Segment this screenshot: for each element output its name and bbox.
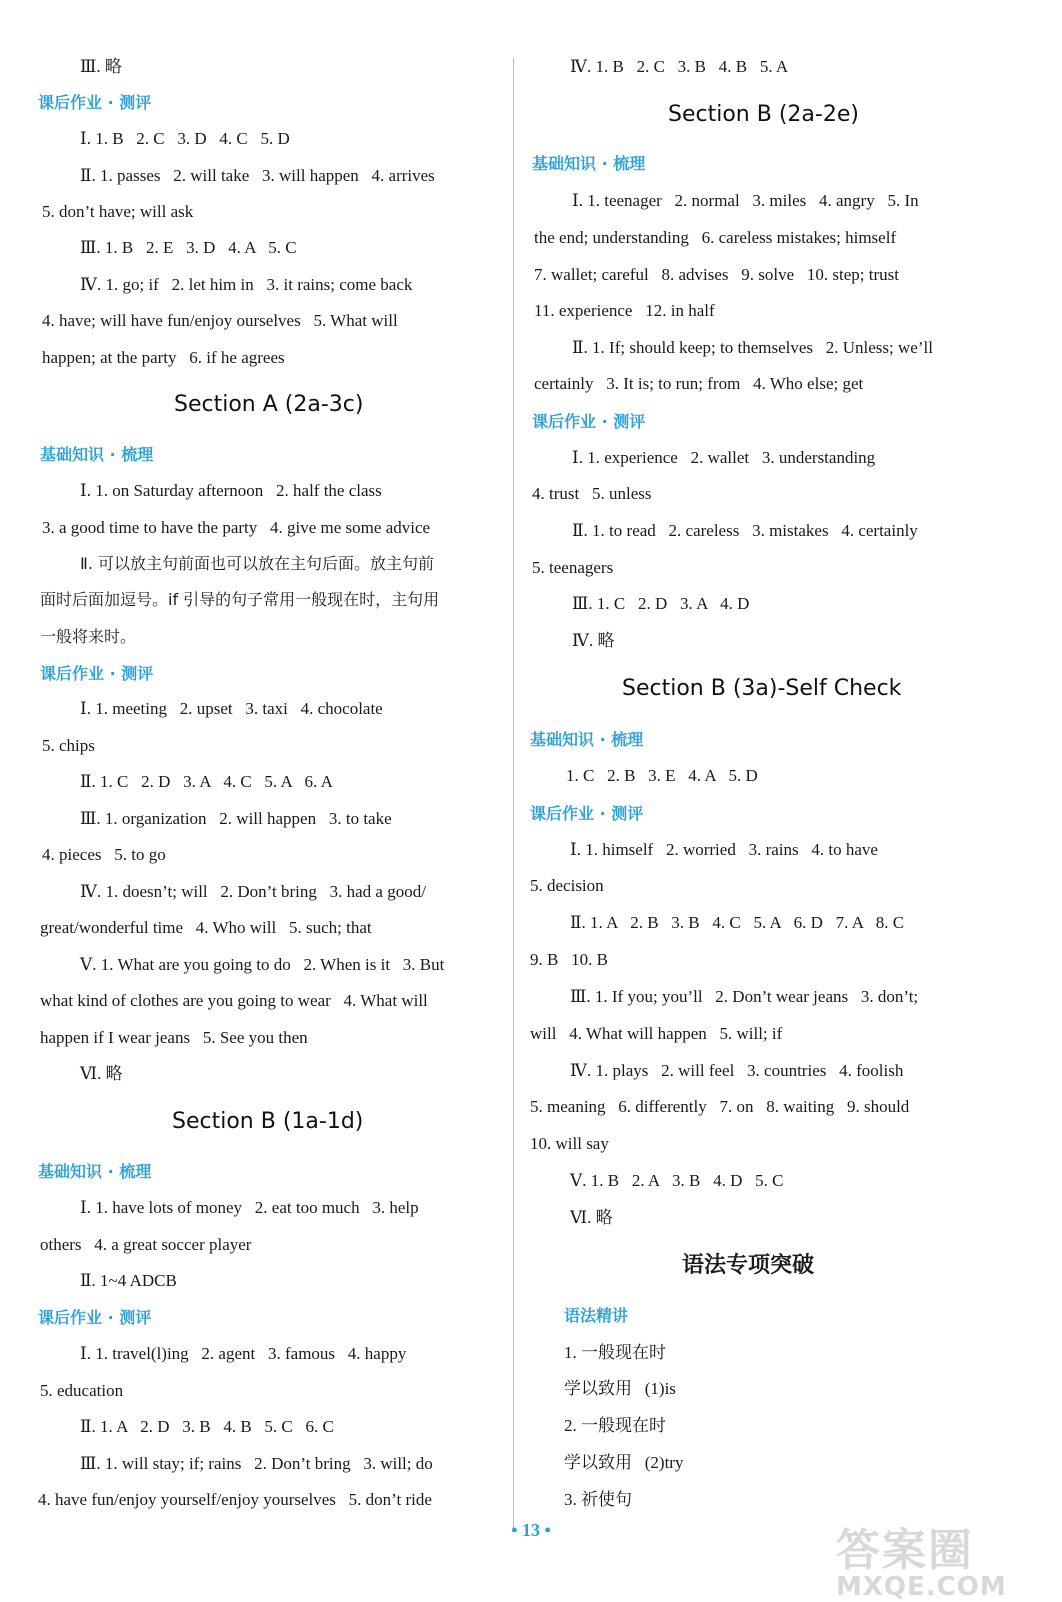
- answer-line: Ⅳ. 1. doesn’t; will 2. Don’t bring 3. had a good/: [80, 882, 426, 901]
- page-number: • 13 •: [511, 1520, 551, 1540]
- answer-line: Ⅳ. 1. B 2. C 3. B 4. B 5. A: [570, 57, 789, 76]
- answer-line: Ⅲ. 1. C 2. D 3. A 4. D: [572, 594, 750, 613]
- answer-line: Ⅲ. 1. will stay; if; rains 2. Don’t bring 3. will; do: [80, 1454, 433, 1473]
- answer-line: 5. teenagers: [532, 558, 614, 577]
- answer-line: Ⅰ. 1. meeting 2. upset 3. taxi 4. chocolate: [80, 699, 383, 718]
- answer-line: 11. experience 12. in half: [534, 301, 715, 320]
- answer-line: 学以致用 (1)is: [564, 1379, 676, 1398]
- answer-line: 4. pieces 5. to go: [42, 845, 166, 864]
- category-heading: 课后作业 · 测评: [38, 1308, 152, 1327]
- category-heading: 语法精讲: [564, 1306, 629, 1325]
- answer-line: 10. will say: [530, 1134, 609, 1153]
- answer-line: Ⅳ. 1. go; if 2. let him in 3. it rains; come back: [80, 275, 413, 294]
- answer-line: Ⅲ. 1. organization 2. will happen 3. to take: [80, 809, 392, 828]
- answer-line: Ⅲ. 略: [80, 57, 122, 76]
- column-divider: [513, 58, 514, 1528]
- answer-line: 5. don’t have; will ask: [42, 202, 194, 221]
- category-heading: 课后作业 · 测评: [532, 412, 646, 431]
- category-heading: 基础知识 · 梳理: [38, 1162, 152, 1181]
- answer-line: 7. wallet; careful 8. advises 9. solve 10. step; trust: [534, 265, 899, 284]
- answer-line: 一般将来时。: [40, 627, 137, 646]
- answer-line: Ⅰ. 1. experience 2. wallet 3. understanding: [572, 448, 876, 467]
- page-number-text: 13: [522, 1520, 540, 1540]
- answer-line: 面时后面加逗号。if 引导的句子常用一般现在时，主句用: [40, 590, 440, 609]
- category-heading: 基础知识 · 梳理: [532, 154, 646, 173]
- watermark-main: 答案圈: [836, 1525, 974, 1576]
- answer-line: Ⅰ. 1. himself 2. worried 3. rains 4. to have: [570, 840, 878, 859]
- answer-line: Ⅱ. 可以放主句前面也可以放在主句后面。放主句前: [80, 554, 435, 573]
- answer-line: 1. 一般现在时: [564, 1343, 666, 1362]
- answer-line: 9. B 10. B: [530, 950, 608, 969]
- answer-line: Ⅳ. 略: [572, 631, 615, 650]
- answer-line: Ⅴ. 1. What are you going to do 2. When is it 3. But: [80, 955, 445, 974]
- answer-line: great/wonderful time 4. Who will 5. such; that: [40, 918, 372, 937]
- answer-line: will 4. What will happen 5. will; if: [530, 1024, 783, 1043]
- answer-line: Ⅲ. 1. B 2. E 3. D 4. A 5. C: [80, 238, 297, 257]
- answer-line: Ⅳ. 1. plays 2. will feel 3. countries 4. foolish: [570, 1061, 904, 1080]
- answer-line: 5. education: [40, 1381, 124, 1400]
- answer-line: Ⅱ. 1. A 2. D 3. B 4. B 5. C 6. C: [80, 1417, 334, 1436]
- section-title: Section B (3a)-Self Check: [622, 676, 902, 701]
- section-title: Section B (2a-2e): [668, 102, 859, 127]
- answer-line: 4. have; will have fun/enjoy ourselves 5. What will: [42, 311, 398, 330]
- answer-line: Ⅱ. 1~4 ADCB: [80, 1271, 177, 1290]
- category-heading: 课后作业 · 测评: [38, 93, 152, 112]
- answer-line: Ⅰ. 1. on Saturday afternoon 2. half the class: [80, 481, 382, 500]
- answer-line: 4. trust 5. unless: [532, 484, 652, 503]
- answer-line: Ⅱ. 1. to read 2. careless 3. mistakes 4. certainly: [572, 521, 918, 540]
- answer-line: the end; understanding 6. careless mistakes; himself: [534, 228, 897, 247]
- category-heading: 课后作业 · 测评: [40, 664, 154, 683]
- answer-line: Ⅵ. 略: [80, 1064, 123, 1083]
- answer-line: 5. meaning 6. differently 7. on 8. waiting 9. should: [530, 1097, 910, 1116]
- answer-line: Ⅰ. 1. teenager 2. normal 3. miles 4. angry 5. In: [572, 191, 919, 210]
- section-title: 语法专项突破: [682, 1253, 815, 1278]
- answer-line: Ⅲ. 1. If you; you’ll 2. Don’t wear jeans 3. don’t;: [570, 987, 919, 1006]
- category-heading: 基础知识 · 梳理: [530, 730, 644, 749]
- category-heading: 基础知识 · 梳理: [40, 445, 154, 464]
- watermark-sub: MXQE.COM: [836, 1572, 1007, 1602]
- answer-line: Ⅱ. 1. A 2. B 3. B 4. C 5. A 6. D 7. A 8. C: [570, 913, 905, 932]
- category-heading: 课后作业 · 测评: [530, 804, 644, 823]
- answer-line: Ⅰ. 1. have lots of money 2. eat too much 3. help: [80, 1198, 419, 1217]
- answer-line: 5. decision: [530, 876, 604, 895]
- answer-line: Ⅱ. 1. passes 2. will take 3. will happen 4. arrives: [80, 166, 435, 185]
- answer-line: what kind of clothes are you going to wear 4. What will: [40, 991, 428, 1010]
- answer-line: 5. chips: [42, 736, 95, 755]
- answer-line: Ⅱ. 1. C 2. D 3. A 4. C 5. A 6. A: [80, 772, 333, 791]
- answer-line: 1. C 2. B 3. E 4. A 5. D: [566, 766, 758, 785]
- answer-line: Ⅴ. 1. B 2. A 3. B 4. D 5. C: [570, 1171, 784, 1190]
- answer-line: Ⅵ. 略: [570, 1208, 613, 1227]
- answer-line: Ⅰ. 1. travel(l)ing 2. agent 3. famous 4. happy: [80, 1344, 407, 1363]
- watermark-logo: [836, 1514, 1036, 1602]
- answer-line: certainly 3. It is; to run; from 4. Who else; get: [534, 374, 864, 393]
- answer-line: happen if I wear jeans 5. See you then: [40, 1028, 308, 1047]
- answer-line: 3. 祈使句: [564, 1490, 632, 1509]
- answer-line: 学以致用 (2)try: [564, 1453, 684, 1472]
- answer-line: Ⅱ. 1. If; should keep; to themselves 2. Unless; we’ll: [572, 338, 933, 357]
- answer-line: others 4. a great soccer player: [40, 1235, 252, 1254]
- section-title: Section A (2a-3c): [174, 392, 364, 417]
- answer-line: 2. 一般现在时: [564, 1416, 666, 1435]
- answer-line: 4. have fun/enjoy yourself/enjoy yourselves 5. don’t ride: [38, 1490, 432, 1509]
- section-title: Section B (1a-1d): [172, 1109, 364, 1134]
- answer-line: 3. a good time to have the party 4. give me some advice: [42, 518, 431, 537]
- answer-line: happen; at the party 6. if he agrees: [42, 348, 285, 367]
- answer-line: Ⅰ. 1. B 2. C 3. D 4. C 5. D: [80, 129, 290, 148]
